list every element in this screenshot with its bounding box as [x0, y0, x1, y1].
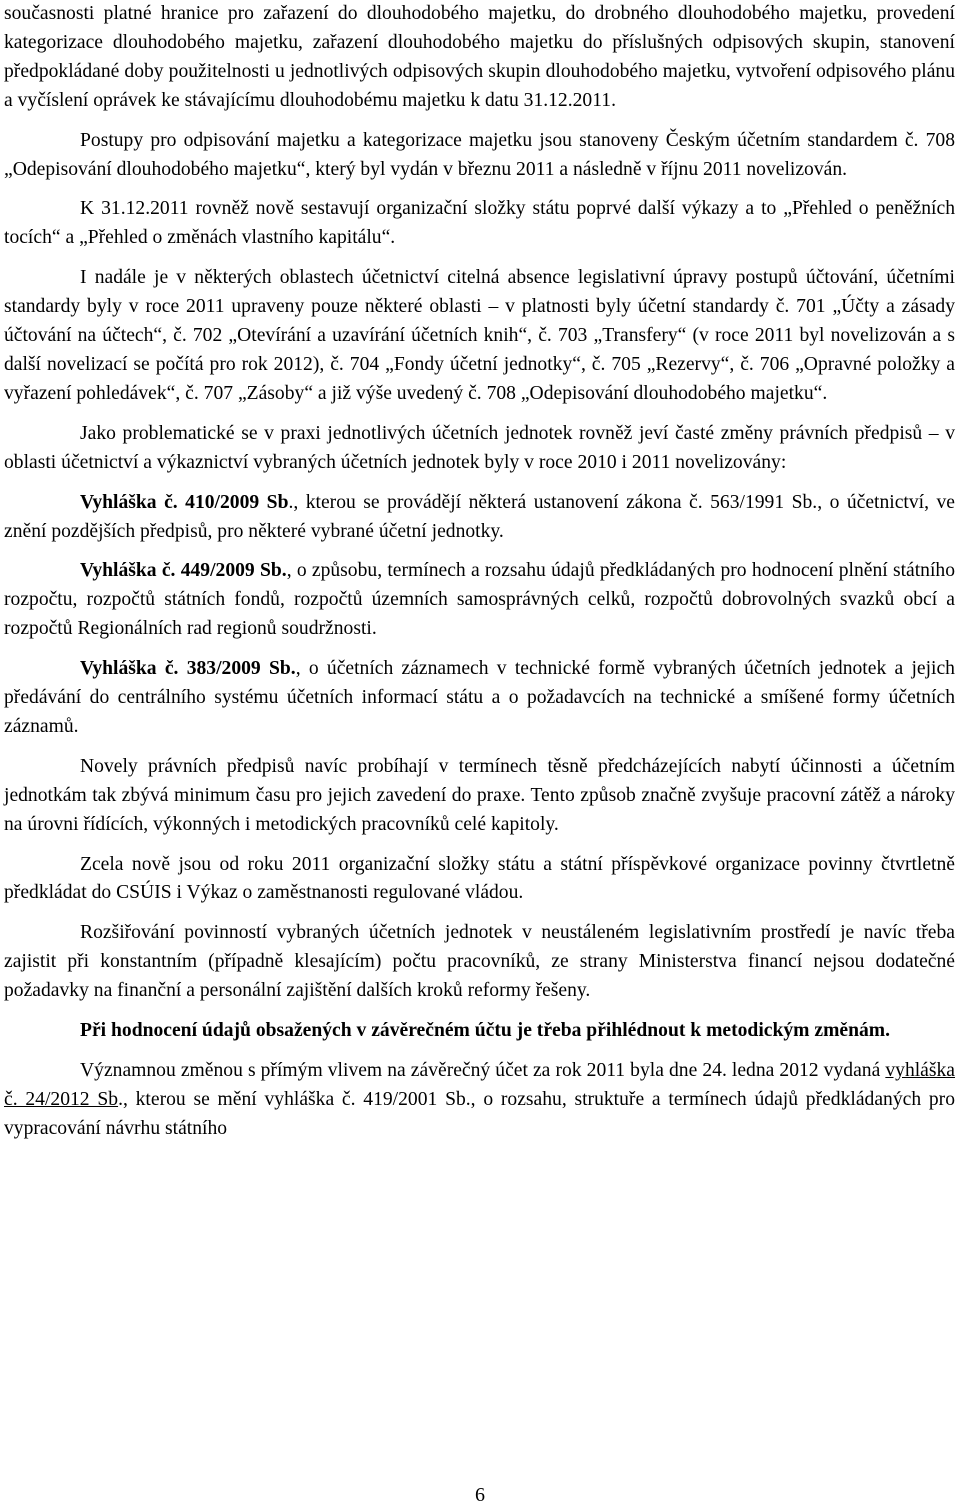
decree-24-text: ., kterou se mění vyhláška č. 419/2001 Sb., o rozsahu, struktuře a termínech údajů předkládaných pro vypracování návrhu státního [4, 1088, 956, 1139]
paragraph-employment-report: Zcela nově jsou od roku 2011 organizační složky státu a státní příspěvkové organizace povinny čtvrtletně předkládat do CSÚIS i Výkaz o zaměstnanosti regulované vládou. [4, 853, 955, 904]
paragraph-methodology-note [4, 1017, 955, 1046]
paragraph-depreciation-standard: Postupy pro odpisování majetku a kategorizace majetku jsou stanoveny Českým účetním standardem č. 708 „Odepisování dlouhodobého majetku“, který byl vydán v březnu 2011 a následně v říjnu 2011 novelizován. [4, 129, 955, 180]
paragraph-amendments-timing: Novely právních předpisů navíc probíhají v termínech těsně předcházejících nabytí účinnosti a účetním jednotkám tak zbývá minimum času pro jejich zavedení do praxe. Tento způsob značně zvyšuje pracovní zátěž a nároky na úrovni řídících, výkonných i metodických pracovníků celé kapitoly. [4, 755, 955, 835]
decree-449-title: Vyhláška č. 449/2009 Sb. [80, 560, 287, 582]
paragraph-legislation-changes: Jako problematické se v praxi jednotlivých účetních jednotek rovněž jeví časté změny právních předpisů – v oblasti účetnictví a výkaznictví vybraných účetních jednotek byly v roce 2010 i 2011 novelizovány: [4, 422, 955, 473]
paragraph-asset-limits: současnosti platné hranice pro zařazení do dlouhodobého majetku, do drobného dlouhodobého majetku, provedení kategorizace dlouhodobého majetku, zařazení dlouhodobého majetku do příslušných odpisových skupin, stanovení předpokládané doby použitelnosti u jednotlivých odpisových skupin dlouhodobého majetku, vytvoření odpisového plánu a vyčíslení oprávek ke stávajícímu dlouhodobému majetku k datu 31.12.2011. [4, 3, 955, 111]
document-page [4, 0, 955, 1144]
decree-24-link[interactable]: vyhláška č. 24/2012 Sb [4, 1060, 955, 1110]
decree-383-text: , o účetních záznamech v technické formě vybraných účetních jednotek a jejich předávání do centrálního systému účetních informací státu a o požadavcích na technické a smíšené formy účetních záznamů. [4, 658, 955, 737]
decree-383-title: Vyhláška č. 383/2009 Sb. [80, 658, 296, 680]
paragraph-staffing: Rozšiřování povinností vybraných účetních jednotek v neustáleném legislativním prostředí je navíc třeba zajistit při konstantním (případně klesajícím) počtu pracovníků, ze strany Ministerstva financí nejsou dodatečné požadavky na finanční a personální zajištění dalších kroků reformy řešeny. [4, 922, 955, 1002]
paragraph-decree-449 [4, 557, 955, 644]
decree-410-text: ., kterou se provádějí některá ustanovení zákona č. 563/1991 Sb., o účetnictví, ve znění pozdějších předpisů, pro některé vybrané účetní jednotky. [4, 491, 955, 542]
decree-24-intro: Významnou změnou s přímým vlivem na závěrečný účet za rok 2011 byla dne 24. ledna 2012 vydaná [80, 1060, 886, 1081]
paragraph-decree-410 [4, 489, 955, 547]
paragraph-decree-383 [4, 655, 955, 742]
methodology-note-text: Při hodnocení údajů obsažených v závěrečném účtu je třeba přihlédnout k metodickým změnám. [80, 1020, 891, 1042]
page-number: 6 [475, 1484, 485, 1506]
paragraph-accounting-standards: I nadále je v některých oblastech účetnictví citelná absence legislativní úpravy postupů účtování, účetními standardy byly v roce 2011 upraveny pouze některé oblasti – v platnosti byly účetní standardy č. 701 „Účty a zásady účtování na účtech“, č. 702 „Otevírání a uzavírání účetních knih“, č. 703 „Transfery“ (v roce 2011 byl novelizován a s další novelizací se počítá pro rok 2012), č. 704 „Fondy účetní jednotky“, č. 705 „Rezervy“, č. 706 „Opravné položky a vyřazení pohledávek“, č. 707 „Zásoby“ a již výše uvedený č. 708 „Odepisování dlouhodobého majetku“. [4, 267, 955, 404]
decree-410-title: Vyhláška č. 410/2009 Sb [80, 491, 289, 513]
paragraph-decree-24-2012 [4, 1057, 955, 1144]
decree-449-text: , o způsobu, termínech a rozsahu údajů předkládaných pro hodnocení plnění státního rozpočtu, rozpočtů státních fondů, rozpočtů územních samosprávných celků, rozpočtů dobrovolných svazků obcí a rozpočtů Regionálních rad regionů soudržnosti. [4, 560, 955, 640]
paragraph-new-statements: K 31.12.2011 rovněž nově sestavují organizační složky státu poprvé další výkazy a to „Přehled o peněžních tocích“ a „Přehled o změnách vlastního kapitálu“. [4, 198, 955, 249]
